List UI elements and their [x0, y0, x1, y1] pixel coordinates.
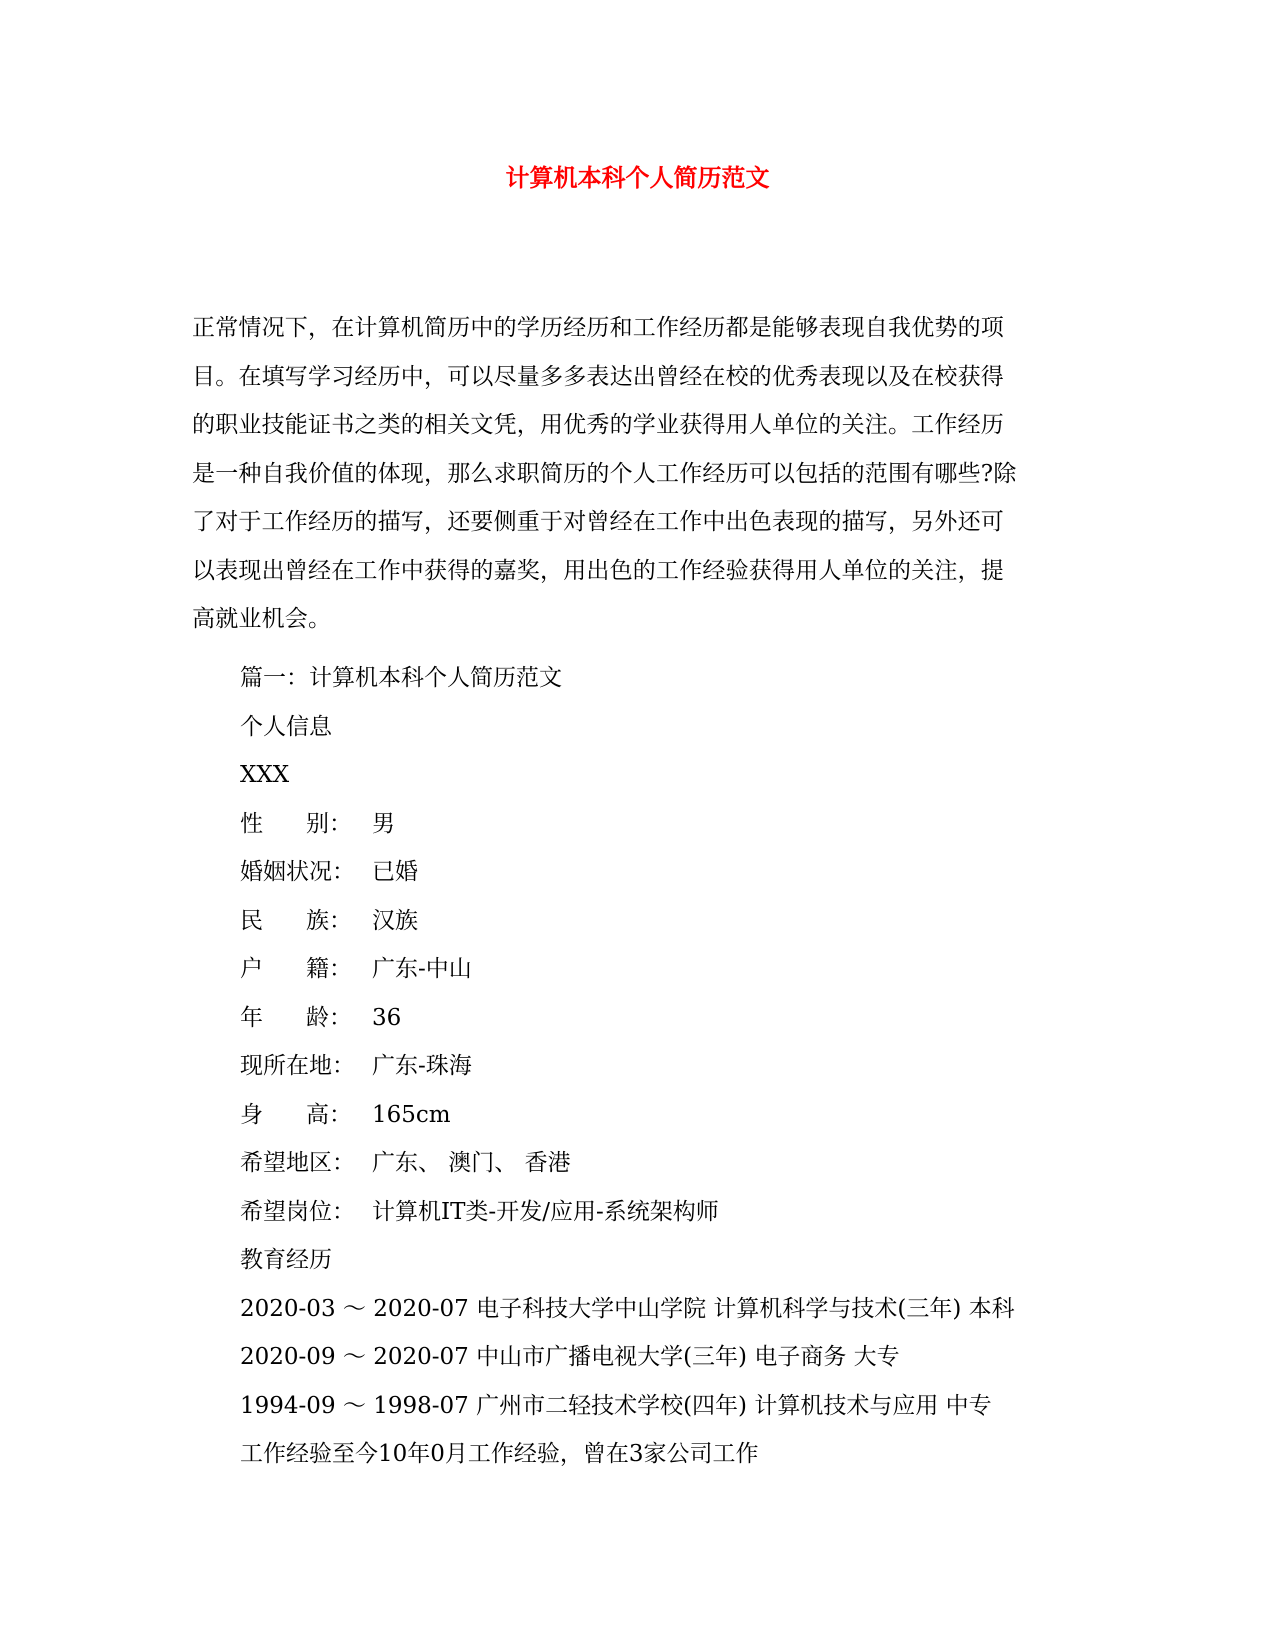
field-label: 希 望 地 区：	[240, 1150, 355, 1176]
field-age	[240, 994, 1140, 1043]
field-value: 男	[372, 810, 395, 837]
document-title: 计算机本科个人简历范文	[505, 163, 770, 192]
field-gender	[240, 800, 1140, 849]
education-entry: 2020-03 ～ 2020-07 电子科技大学中山学院 计算机科学与技术(三年) 本科	[240, 1295, 1015, 1322]
field-label: 户 籍：	[240, 956, 352, 982]
field-value: 36	[372, 1004, 402, 1031]
field-label: 民 族：	[240, 907, 352, 934]
intro-line: 了对于工作经历的描写，还要侧重于对曾经在工作中出色表现的描写，另外还可	[192, 509, 1004, 535]
field-label: 身 高：	[240, 1101, 352, 1128]
candidate-name: XXX	[240, 762, 290, 788]
field-current-location	[240, 1042, 1140, 1091]
field-value: 165cm	[372, 1101, 451, 1128]
education-entry: 2020-09 ～ 2020-07 中山市广播电视大学(三年) 电子商务 大专	[240, 1344, 900, 1370]
section-heading: 篇一：计算机本科个人简历范文	[240, 665, 562, 691]
field-label: 婚 姻 状 况：	[240, 859, 355, 885]
field-desired-position	[240, 1188, 1140, 1237]
field-desired-region	[240, 1139, 1140, 1188]
field-value: 计算机IT类-开发/应用-系统架构师	[372, 1198, 719, 1225]
field-label: 性 别：	[240, 810, 352, 837]
resume-body	[240, 654, 1140, 1479]
field-label: 现 所 在 地：	[240, 1053, 355, 1079]
education-heading: 教育经历	[240, 1247, 332, 1273]
field-ethnicity	[240, 897, 1140, 946]
field-value: 已婚	[372, 859, 418, 885]
field-label: 年 龄：	[240, 1004, 352, 1031]
intro-line: 以表现出曾经在工作中获得的嘉奖，用出色的工作经验获得用人单位的关注，提	[192, 557, 1004, 584]
field-household-registration	[240, 945, 1140, 994]
intro-line: 的职业技能证书之类的相关文凭，用优秀的学业获得用人单位的关注。工作经历	[192, 412, 1004, 438]
field-value: 广东-中山	[372, 956, 472, 982]
intro-line: 是一种自我价值的体现，那么求职简历的个人工作经历可以包括的范围有哪些?除	[192, 460, 1017, 487]
field-value: 汉族	[372, 907, 418, 934]
field-value: 广东-珠海	[372, 1053, 472, 1079]
intro-paragraph	[192, 304, 1082, 644]
field-label: 希 望 岗 位：	[240, 1198, 355, 1225]
education-entry: 1994-09 ～ 1998-07 广州市二轻技术学校(四年) 计算机技术与应用 中专	[240, 1392, 992, 1419]
field-marital-status	[240, 848, 1140, 897]
field-value: 广东、 澳门、 香港	[372, 1150, 571, 1176]
intro-line: 目。在填写学习经历中，可以尽量多多表达出曾经在校的优秀表现以及在校获得	[192, 363, 1004, 390]
personal-info-heading: 个人信息	[240, 713, 332, 740]
intro-line: 正常情况下，在计算机简历中的学历经历和工作经历都是能够表现自我优势的项	[192, 315, 1004, 341]
field-height	[240, 1091, 1140, 1140]
work-experience-summary: 工作经验至今10年0月工作经验，曾在3家公司工作	[240, 1441, 759, 1467]
intro-line: 高就业机会。	[192, 606, 332, 632]
